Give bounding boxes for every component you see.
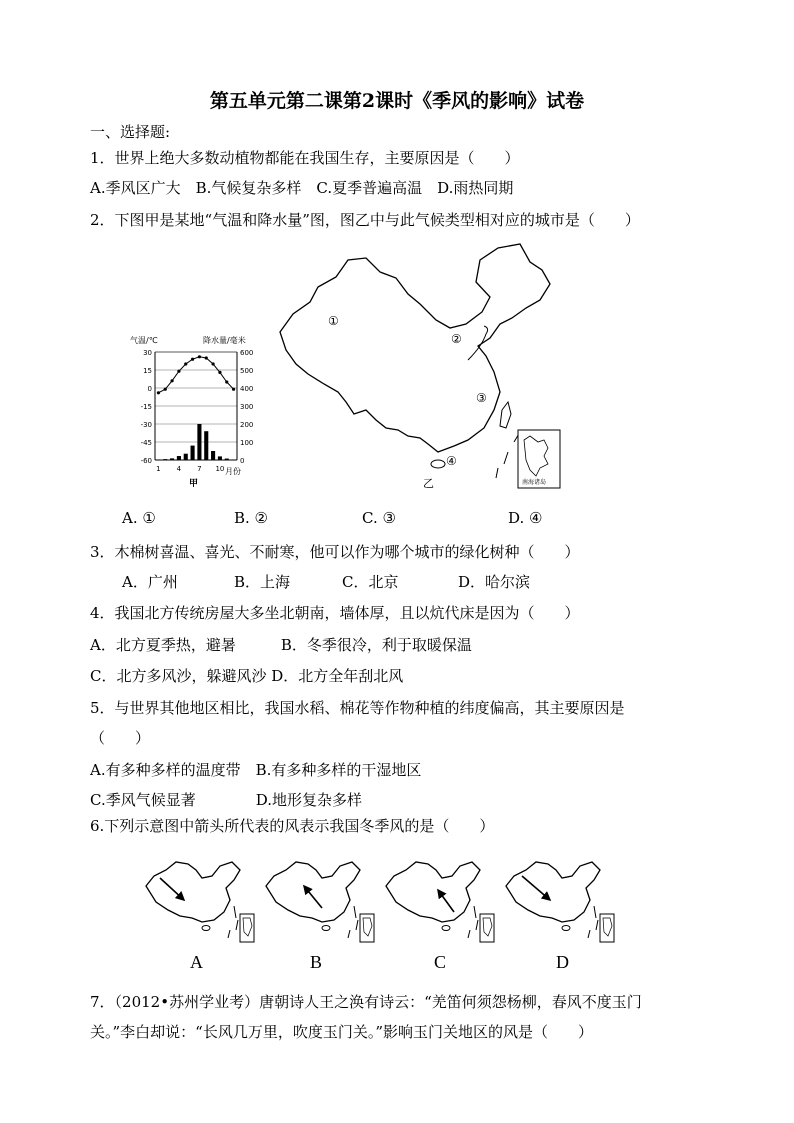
wind-map-c — [386, 862, 494, 942]
month-tick: 7 — [197, 465, 202, 473]
precip-tick: 100 — [240, 439, 254, 447]
temp-point — [218, 371, 221, 374]
precip-bar — [211, 451, 215, 460]
china-map — [268, 242, 568, 492]
temp-line — [158, 357, 233, 393]
precip-tick: 0 — [240, 457, 245, 465]
temp-point — [157, 391, 160, 394]
precip-bar — [177, 456, 181, 460]
temp-point — [184, 362, 187, 365]
temp-point — [232, 388, 235, 391]
section-heading: 一、选择题: — [90, 123, 171, 141]
precip-tick: 200 — [240, 421, 254, 429]
wind-map-d — [506, 862, 614, 942]
marker-4: ④ — [446, 454, 457, 468]
temp-point — [164, 388, 167, 391]
q3-option-b: B．上海 — [234, 573, 291, 591]
q3-stem: 3．木棉树喜温、喜光、不耐寒，他可以作为哪个城市的绿化树种（ ） — [90, 543, 580, 561]
temp-tick: 15 — [143, 367, 152, 375]
wind-map-b — [266, 862, 374, 942]
climate-chart — [125, 330, 260, 490]
precip-bar — [225, 459, 229, 460]
hainan-island — [431, 460, 445, 468]
month-tick: 1 — [156, 465, 161, 473]
wind-maps — [140, 852, 620, 972]
month-unit-label: 月份 — [225, 467, 241, 476]
q4-options-row2: C．北方多风沙，躲避风沙 D．北方全年刮北风 — [90, 667, 404, 685]
temp-tick: -30 — [140, 421, 152, 429]
temp-point — [198, 355, 201, 358]
q1-options: A.季风区广大 B.气候复杂多样 C.夏季普遍高温 D.雨热同期 — [90, 179, 514, 197]
marker-2: ② — [451, 332, 462, 346]
wind-map-label-c: C — [434, 952, 447, 972]
temp-axis-label: 气温/℃ — [130, 336, 158, 345]
precip-bar — [197, 424, 201, 460]
q5-stem-cont: （ ） — [90, 729, 151, 747]
precip-bar — [163, 459, 167, 460]
taiwan-island — [500, 402, 511, 428]
temp-tick: 30 — [143, 349, 152, 357]
page-title: 第五单元第二课第2课时《季风的影响》试卷 — [209, 90, 585, 112]
wind-map-label-a: A — [190, 952, 203, 972]
precip-tick: 300 — [240, 403, 254, 411]
temp-points — [157, 355, 235, 394]
month-tick: 4 — [176, 465, 182, 473]
q3-option-a: A．广州 — [122, 573, 178, 591]
precip-bar — [204, 431, 208, 460]
precip-axis-label: 降水量/毫米 — [203, 336, 246, 345]
q2-option-d: D. ④ — [508, 509, 543, 527]
chart-grid — [155, 352, 237, 460]
inset-label: 南海诸岛 — [522, 479, 547, 486]
precip-bar — [191, 446, 195, 460]
chart-caption: 甲 — [189, 479, 199, 489]
temp-point — [225, 380, 228, 383]
precip-tick: 400 — [240, 385, 254, 393]
month-tick: 10 — [215, 465, 225, 473]
q4-options-row1: A．北方夏季热，避暑 B．冬季很冷，利于取暖保温 — [90, 636, 472, 654]
precip-tick: 500 — [240, 367, 254, 375]
q4-stem: 4．我国北方传统房屋大多坐北朝南，墙体厚，且以炕代床是因为（ ） — [90, 604, 580, 622]
temp-tick: 0 — [147, 385, 152, 393]
temp-point — [177, 370, 180, 373]
q3-option-d: D．哈尔滨 — [458, 573, 531, 591]
precip-bar — [184, 454, 188, 460]
q5-stem: 5．与世界其他地区相比，我国水稻、棉花等作物种植的纬度偏高，其主要原因是 — [90, 699, 625, 717]
wind-map-label-d: D — [556, 952, 569, 972]
precip-bar — [156, 459, 160, 460]
q3-option-c: C．北京 — [342, 573, 399, 591]
marker-1: ① — [328, 314, 339, 328]
temp-point — [191, 358, 194, 361]
month-tick-labels — [156, 465, 224, 473]
china-outline — [280, 244, 550, 452]
q5-options-row2: C.季风气候显著 D.地形复杂多样 — [90, 791, 362, 809]
q5-options-row1: A.有多种多样的温度带 B.有多种多样的干湿地区 — [90, 761, 422, 779]
precip-bar — [170, 458, 174, 460]
q2-option-a: A. ① — [122, 509, 156, 527]
q2-option-b: B. ② — [234, 509, 269, 527]
precip-bar — [232, 459, 236, 460]
temp-tick: -15 — [140, 403, 152, 411]
q6-stem: 6.下列示意图中箭头所代表的风表示我国冬季风的是（ ） — [90, 817, 495, 835]
precip-tick: 600 — [240, 349, 254, 357]
precip-tick-labels — [240, 349, 253, 465]
precip-bar — [218, 456, 222, 460]
temp-tick: -60 — [140, 457, 152, 465]
q7-line1: 7．（2012•苏州学业考）唐朝诗人王之涣有诗云：“羌笛何须怨杨柳，春风不度玉门 — [90, 993, 642, 1011]
temp-tick: -45 — [140, 439, 152, 447]
temp-point — [205, 356, 208, 359]
wind-map-label-b: B — [310, 952, 323, 972]
wind-map-a — [146, 862, 254, 942]
q2-stem: 2．下图甲是某地“气温和降水量”图，图乙中与此气候类型相对应的城市是（ ） — [90, 211, 640, 229]
marker-3: ③ — [476, 391, 487, 405]
q7-line2: 关。”李白却说：“长风几万里，吹度玉门关。”影响玉门关地区的风是（ ） — [90, 1023, 594, 1041]
temp-point — [211, 362, 214, 365]
map-caption: 乙 — [423, 477, 434, 490]
q2-option-c: C. ③ — [362, 509, 396, 527]
temp-tick-labels — [141, 349, 152, 465]
temp-point — [170, 379, 173, 382]
q1-stem: 1．世界上绝大多数动植物都能在我国生存，主要原因是（ ） — [90, 149, 520, 167]
